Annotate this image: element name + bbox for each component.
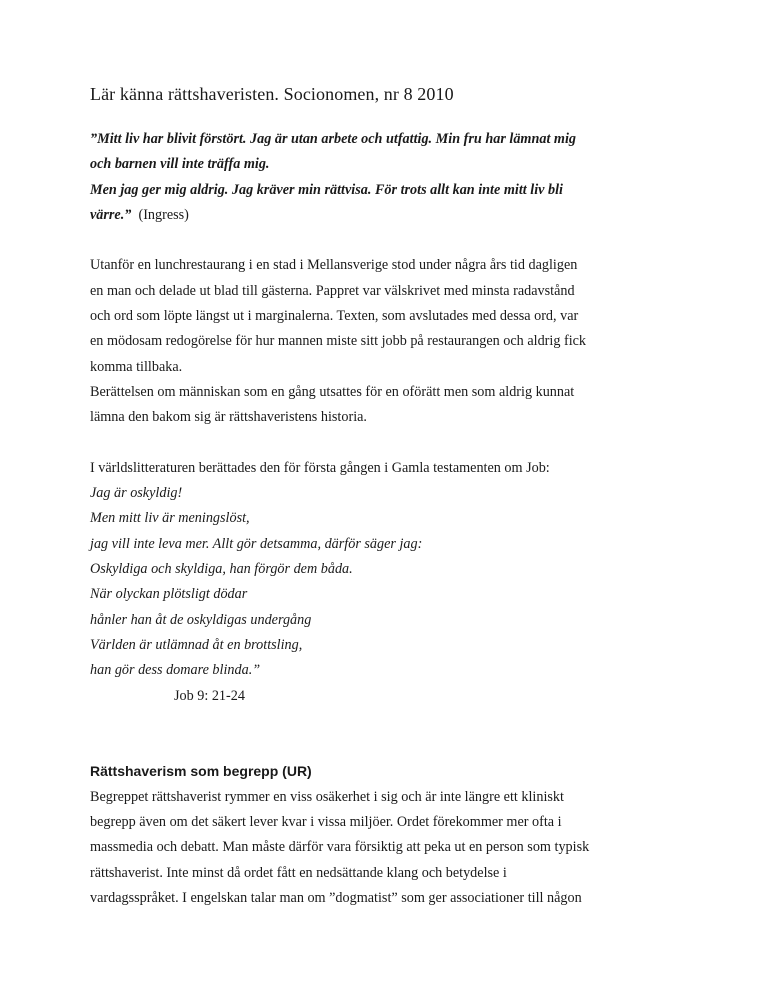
verse-line: När olyckan plötsligt dödar	[90, 586, 248, 603]
ingress-last-line	[90, 203, 690, 228]
document-page	[90, 82, 690, 911]
paragraph-line: Utanför en lunchrestaurang i en stad i Mellansverige stod under några års tid dagligen	[90, 257, 578, 274]
ingress-line: och barnen vill inte träffa mig.	[90, 156, 270, 173]
ingress-line: värre.”	[90, 206, 132, 223]
paragraph-line: vardagsspråket. I engelskan talar man om ”dogmatist” som ger associationer till någon	[90, 889, 582, 906]
paragraph-line: rättshaverist. Inte minst då ordet fått en nedsättande klang och betydelse i	[90, 864, 507, 881]
verse-line: hånler han åt de oskyldigas undergång	[90, 611, 312, 628]
verse-line: Jag är oskyldig!	[90, 485, 183, 502]
paragraph-line: begrepp även om det säkert lever kvar i vissa miljöer. Ordet förekommer mer ofta i	[90, 814, 562, 831]
paragraph-concept	[90, 785, 690, 911]
verse-line: Världen är utlämnad åt en brottsling,	[90, 636, 303, 653]
ingress-line: ”Mitt liv har blivit förstört. Jag är utan arbete och utfattig. Min fru har lämnat mig	[90, 131, 576, 147]
job-verse	[90, 481, 690, 683]
section-heading: Rättshaverism som begrepp (UR)	[90, 763, 312, 780]
verse-line: Oskyldiga och skyldiga, han förgör dem båda.	[90, 561, 353, 578]
document-title: Lär känna rättshaveristen. Socionomen, nr 8 2010	[90, 84, 454, 104]
paragraph-line: lämna den bakom sig är rättshaveristens historia.	[90, 409, 367, 426]
paragraph-intro	[90, 253, 690, 430]
ingress-line: Men jag ger mig aldrig. Jag kräver min rättvisa. För trots allt kan inte mitt liv bli	[90, 181, 563, 198]
verse-reference: Job 9: 21-24	[174, 687, 245, 704]
blank-line	[90, 431, 690, 456]
paragraph-line: Begreppet rättshaverist rymmer en viss osäkerhet i sig och är inte längre ett kliniskt	[90, 788, 564, 805]
paragraph-line: Berättelsen om människan som en gång utsattes för en oförätt men som aldrig kunnat	[90, 383, 575, 400]
paragraph-line: en mödosam redogörelse för hur mannen miste sitt jobb på restaurangen och aldrig fick	[90, 333, 587, 350]
ingress-label: (Ingress)	[138, 206, 189, 223]
paragraph-line: och ord som löpte längst ut i marginalerna. Texten, som avslutades med dessa ord, var	[90, 308, 579, 325]
paragraph-line: massmedia och debatt. Man måste därför vara försiktig att peka ut en person som typisk	[90, 839, 590, 856]
paragraph-line: en man och delade ut blad till gästerna. Pappret var välskrivet med minsta radavstånd	[90, 282, 575, 299]
verse-line: jag vill inte leva mer. Allt gör detsamma, därför säger jag:	[90, 535, 423, 552]
ingress-quote	[90, 127, 690, 228]
verse-line: han gör dess domare blinda.”	[90, 662, 261, 679]
verse-line: Men mitt liv är meningslöst,	[90, 510, 250, 527]
blank-line	[90, 228, 690, 253]
paragraph-line: komma tillbaka.	[90, 358, 183, 375]
job-intro: I världslitteraturen berättades den för första gången i Gamla testamenten om Job:	[90, 459, 550, 476]
blank-line	[90, 709, 690, 760]
